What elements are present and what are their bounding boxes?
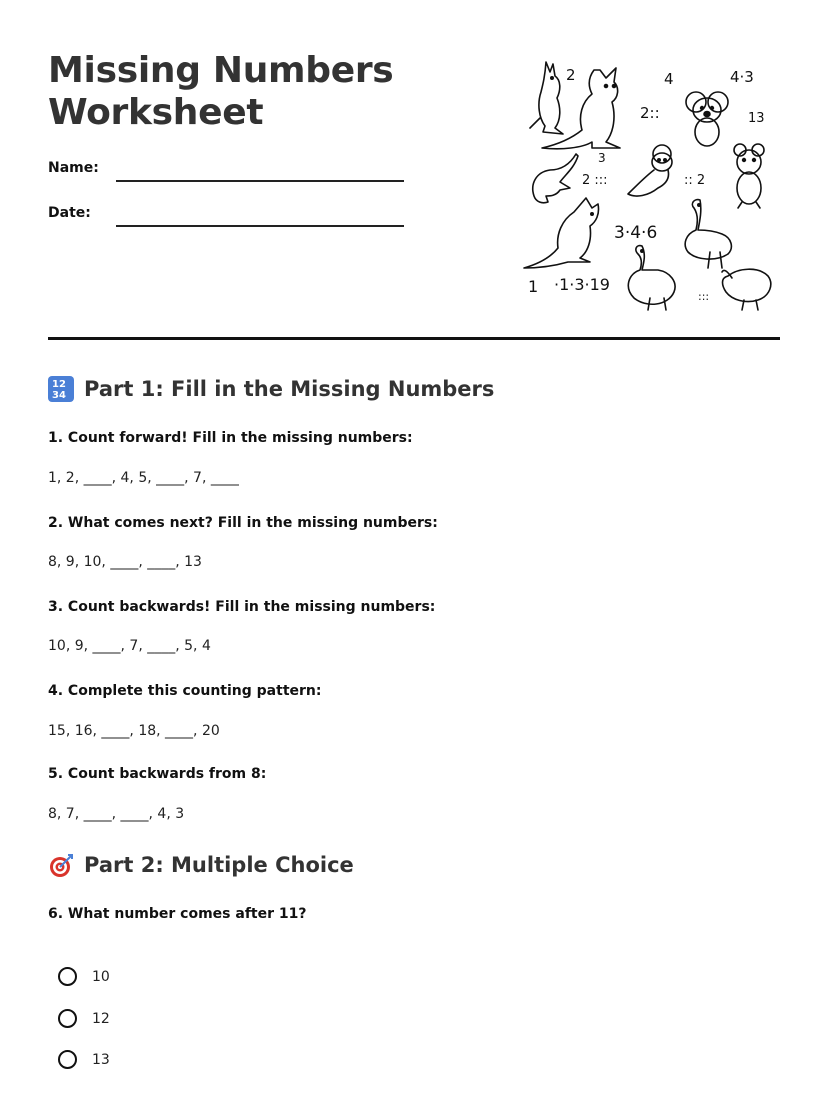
svg-text:12: 12: [52, 379, 66, 390]
animal-numbers-illustration: [518, 50, 780, 320]
name-field[interactable]: [116, 180, 404, 182]
choice-label: 13: [92, 1051, 110, 1068]
illustration-number: 4: [664, 70, 674, 88]
radio-button[interactable]: [58, 1050, 77, 1069]
choice-label: 12: [92, 1010, 110, 1027]
question-prompt: 2. What comes next? Fill in the missing numbers:: [48, 515, 438, 531]
number-sequence[interactable]: 8, 7, ____, ____, 4, 3: [48, 806, 185, 822]
choice-option[interactable]: [58, 1050, 110, 1069]
question-prompt: 4. Complete this counting pattern:: [48, 683, 322, 699]
target-icon: [48, 852, 74, 878]
kangaroo-icon: [530, 62, 563, 134]
part2-heading-text: Part 2: Multiple Choice: [84, 853, 354, 877]
quokka-icon: [734, 144, 764, 208]
number-sequence[interactable]: 15, 16, ____, 18, ____, 20: [48, 723, 220, 739]
radio-button[interactable]: [58, 1009, 77, 1028]
date-label: Date:: [48, 205, 91, 221]
emu-icon: [628, 246, 675, 310]
kangaroo-icon: [524, 198, 599, 268]
header-divider: [48, 337, 780, 340]
part1-heading-text: Part 1: Fill in the Missing Numbers: [84, 377, 495, 401]
koala-icon: [628, 145, 672, 196]
kangaroo-icon: [533, 154, 578, 203]
illustration-number: 2::: [640, 104, 660, 122]
question-prompt: 1. Count forward! Fill in the missing numbers:: [48, 430, 413, 446]
koala-icon: [686, 92, 728, 146]
name-label: Name:: [48, 160, 99, 176]
svg-text:34: 34: [52, 390, 66, 401]
emu-icon: [722, 269, 771, 310]
choice-label: 10: [92, 968, 110, 985]
radio-button[interactable]: [58, 967, 77, 986]
illustration-number: 3: [598, 151, 606, 165]
input-numbers-icon: [48, 376, 74, 402]
illustration-number: :: 2: [684, 173, 706, 188]
number-sequence[interactable]: 8, 9, 10, ____, ____, 13: [48, 554, 202, 570]
illustration-number: :::: [698, 290, 710, 303]
number-sequence[interactable]: 1, 2, ____, 4, 5, ____, 7, ____: [48, 470, 239, 486]
question-prompt: 3. Count backwards! Fill in the missing numbers:: [48, 599, 436, 615]
part1-heading: [48, 375, 494, 403]
choice-option[interactable]: [58, 967, 110, 986]
kangaroo-icon: [542, 68, 620, 149]
choice-option[interactable]: [58, 1009, 110, 1028]
title-line-2: Worksheet: [48, 92, 264, 133]
number-sequence[interactable]: 10, 9, ____, 7, ____, 5, 4: [48, 638, 211, 654]
emu-icon: [685, 200, 731, 268]
illustration-number: 2: [566, 66, 576, 84]
date-field[interactable]: [116, 225, 404, 227]
question-prompt: 6. What number comes after 11?: [48, 906, 307, 922]
question-prompt: 5. Count backwards from 8:: [48, 766, 267, 782]
illustration-number: 4·3: [730, 68, 754, 86]
illustration-number: 13: [748, 111, 765, 126]
illustration-number: ·1·3·19: [554, 275, 610, 294]
page-title: [48, 50, 393, 134]
illustration-number: 3·4·6: [614, 223, 658, 243]
illustration-number: 1: [528, 277, 539, 296]
illustration-number: 2 :::: [582, 173, 608, 188]
title-line-1: Missing Numbers: [48, 50, 394, 91]
part2-heading: [48, 851, 354, 879]
